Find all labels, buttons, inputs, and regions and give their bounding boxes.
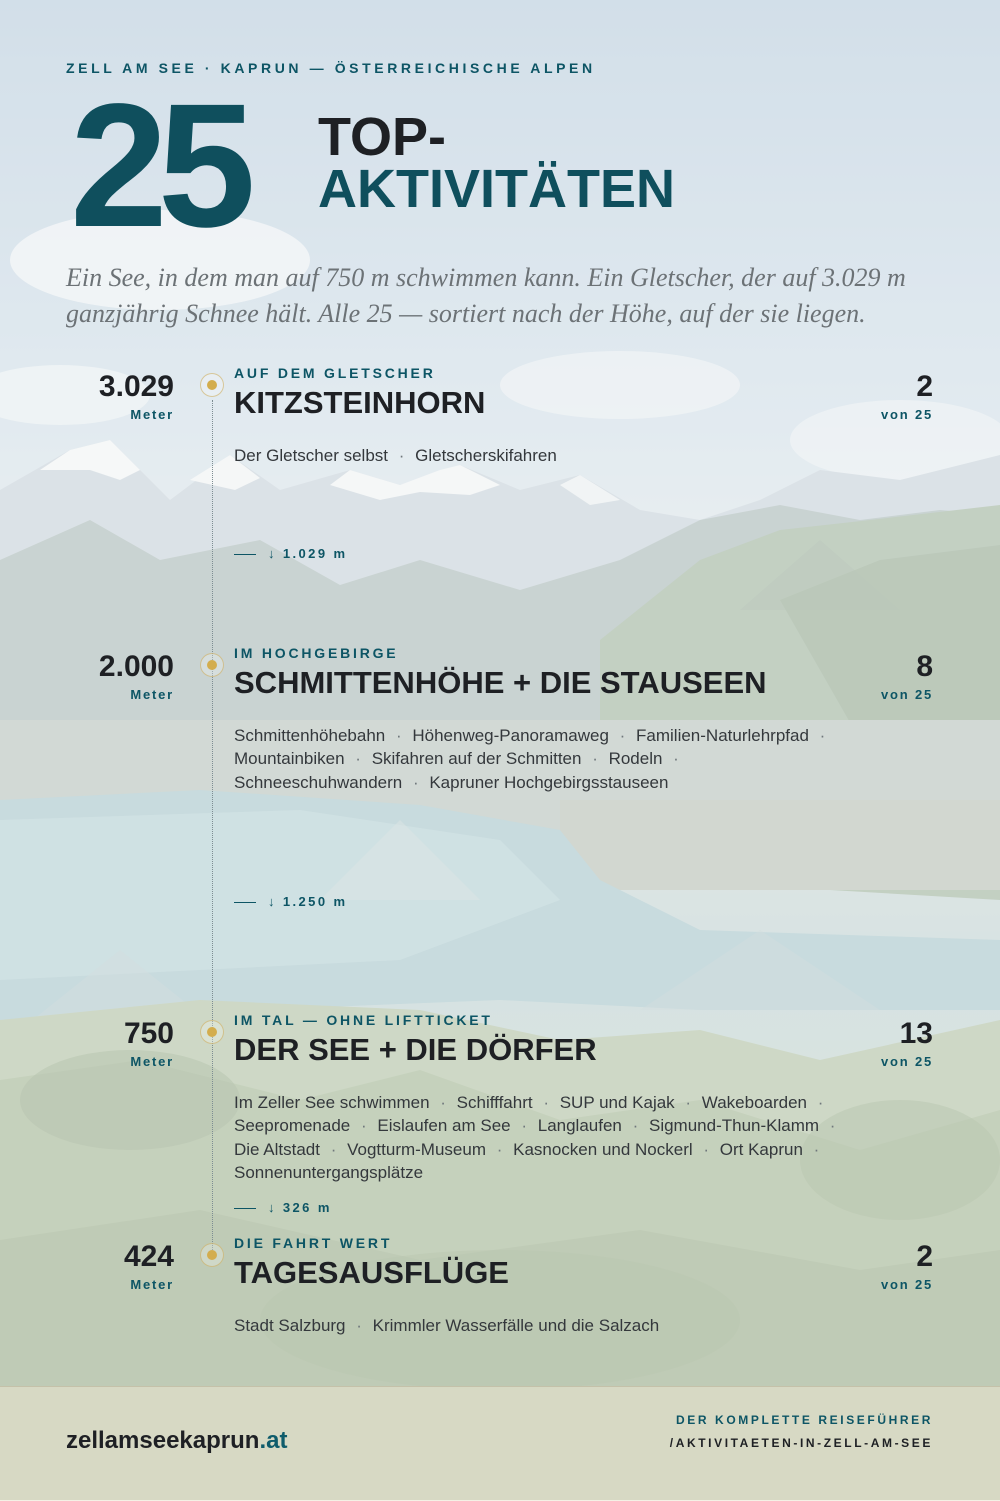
activity-item: Im Zeller See schwimmen ·	[234, 1093, 457, 1112]
activity-item: Ort Kaprun ·	[720, 1140, 826, 1159]
activity-item: Mountainbiken ·	[234, 749, 372, 768]
activity-item: Höhenweg-Panoramaweg ·	[412, 726, 636, 745]
activity-item: Sonnenuntergangsplätze	[234, 1163, 424, 1183]
elevation-unit: Meter	[130, 687, 174, 702]
category-label: AUF DEM GLETSCHER	[234, 365, 436, 381]
dash-icon	[234, 554, 256, 555]
stop-title: SCHMITTENHÖHE + DIE STAUSEEN	[234, 665, 767, 700]
activity-item: Wakeboarden ·	[702, 1093, 830, 1112]
stop-title: TAGESAUSFLÜGE	[234, 1255, 509, 1290]
count-value: 8	[916, 650, 933, 683]
activity-count	[881, 1242, 933, 1292]
activity-list	[234, 1314, 844, 1337]
category-label: IM HOCHGEBIRGE	[234, 645, 399, 661]
activity-item: Langlaufen ·	[538, 1116, 649, 1135]
activity-count	[881, 1019, 933, 1069]
activity-item: Skifahren auf der Schmitten ·	[372, 749, 609, 768]
activity-item: Kasnocken und Nockerl ·	[513, 1140, 720, 1159]
count-of: von 25	[881, 687, 933, 702]
elevation-unit: Meter	[130, 1277, 174, 1292]
elevation-value: 3.029	[98, 370, 174, 403]
timeline-marker-icon	[200, 653, 224, 677]
intro-text: Ein See, in dem man auf 750 m schwimmen kann. Ein Gletscher, der auf 3.029 m ganzjährig Schnee hält. Alle 25 — sortiert nach der Höhe, auf der sie liegen.	[66, 263, 906, 328]
count-value: 2	[916, 1240, 933, 1273]
count-value: 13	[899, 1017, 933, 1050]
footer	[0, 1386, 1000, 1501]
gap-value: ↓ 326 m	[268, 1200, 332, 1215]
activity-item: Eislaufen am See ·	[377, 1116, 537, 1135]
activity-item: Familien-Naturlehrpfad ·	[636, 726, 831, 745]
stop-title: DER SEE + DIE DÖRFER	[234, 1032, 597, 1067]
elevation-gap	[234, 894, 347, 909]
category-label: IM TAL — OHNE LIFTTICKET	[234, 1012, 493, 1028]
gap-value: ↓ 1.029 m	[268, 546, 348, 561]
activity-item: Krimmler Wasserfälle und die Salzach	[372, 1316, 660, 1335]
activity-item: Vogtturm-Museum ·	[347, 1140, 513, 1159]
timeline-marker-icon	[200, 373, 224, 397]
dash-icon	[234, 902, 256, 903]
guide-path-link[interactable]: /AKTIVITAETEN-IN-ZELL-AM-SEE	[669, 1436, 933, 1450]
activity-item: Stadt Salzburg ·	[234, 1316, 373, 1335]
timeline-marker-icon	[200, 1243, 224, 1267]
stop-title: KITZSTEINHORN	[234, 385, 486, 420]
hero-number: 25	[70, 68, 246, 264]
count-value: 2	[916, 370, 933, 403]
location-kicker: ZELL AM SEE · KAPRUN — ÖSTERREICHISCHE ALPEN	[66, 60, 596, 76]
activity-item: Rodeln ·	[609, 749, 685, 768]
activity-item: Schifffahrt ·	[457, 1093, 560, 1112]
gap-value: ↓ 1.250 m	[268, 894, 348, 909]
elevation-gap	[234, 1200, 332, 1215]
domain-name: zellamseekaprun	[66, 1427, 260, 1454]
site-domain-link[interactable]	[66, 1427, 287, 1455]
title-line-2: AKTIVITÄTEN	[318, 159, 675, 219]
elevation	[124, 1242, 174, 1292]
elevation	[99, 372, 174, 422]
activity-item: Der Gletscher selbst ·	[234, 446, 415, 465]
elevation-value: 750	[123, 1017, 174, 1050]
count-of: von 25	[881, 1054, 933, 1069]
activity-item: Schmittenhöhebahn ·	[234, 726, 412, 745]
elevation	[99, 652, 174, 702]
activity-list	[234, 444, 844, 467]
elevation-value: 424	[123, 1240, 174, 1273]
count-of: von 25	[881, 1277, 933, 1292]
category-label: DIE FAHRT WERT	[234, 1235, 393, 1251]
activity-list	[234, 724, 844, 794]
dash-icon	[234, 1208, 256, 1209]
title-line-1: TOP-	[318, 107, 447, 167]
activity-count	[881, 372, 933, 422]
elevation	[124, 1019, 174, 1069]
timeline-marker-icon	[200, 1020, 224, 1044]
activity-item: Kapruner Hochgebirgsstauseen	[429, 772, 669, 792]
guide-reference	[670, 1413, 933, 1450]
timeline-line	[212, 400, 213, 1250]
activity-item: Seepromenade ·	[234, 1116, 377, 1135]
activity-item: Schneeschuhwandern ·	[234, 773, 429, 792]
count-of: von 25	[881, 407, 933, 422]
activity-item: Sigmund-Thun-Klamm ·	[649, 1116, 841, 1135]
elevation-unit: Meter	[130, 407, 174, 422]
activity-list	[234, 1091, 844, 1185]
activity-item: Die Altstadt ·	[234, 1140, 347, 1159]
activity-count	[881, 652, 933, 702]
domain-tld: .at	[259, 1427, 288, 1454]
elevation-unit: Meter	[130, 1054, 174, 1069]
guide-label: DER KOMPLETTE REISEFÜHRER	[675, 1413, 933, 1427]
elevation-value: 2.000	[98, 650, 174, 683]
activity-item: SUP und Kajak ·	[560, 1093, 702, 1112]
activity-item: Gletscherskifahren	[415, 446, 557, 465]
elevation-gap	[234, 546, 347, 561]
